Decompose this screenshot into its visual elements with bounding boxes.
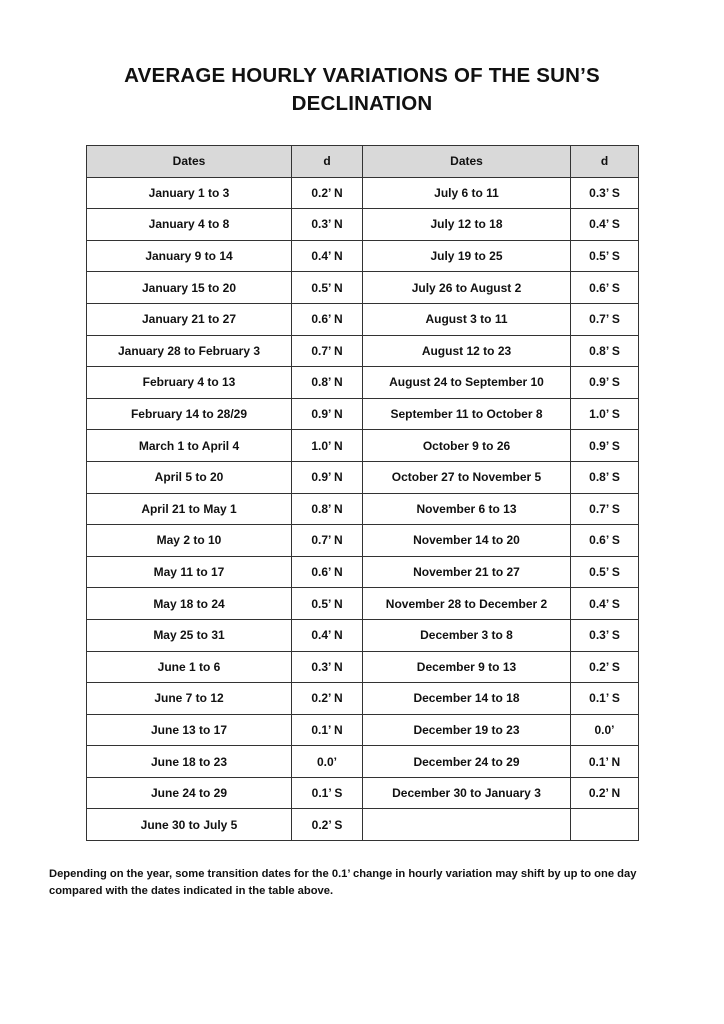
date-range-cell: February 4 to 13 <box>87 367 292 399</box>
table-row <box>87 556 639 588</box>
variation-cell: 0.1’ N <box>571 746 639 778</box>
date-range-cell: January 15 to 20 <box>87 272 292 304</box>
table-row <box>87 398 639 430</box>
variation-cell: 0.2’ N <box>292 177 363 209</box>
variation-cell: 1.0’ S <box>571 398 639 430</box>
date-range-cell: December 3 to 8 <box>363 619 571 651</box>
table-row <box>87 651 639 683</box>
date-range-cell: November 28 to December 2 <box>363 588 571 620</box>
table-row <box>87 746 639 778</box>
variation-cell: 0.3’ S <box>571 619 639 651</box>
date-range-cell: November 14 to 20 <box>363 525 571 557</box>
date-range-cell: June 1 to 6 <box>87 651 292 683</box>
table-row <box>87 588 639 620</box>
variation-cell: 0.4’ N <box>292 619 363 651</box>
date-range-cell: June 7 to 12 <box>87 683 292 715</box>
date-range-cell <box>363 809 571 841</box>
date-range-cell: May 25 to 31 <box>87 619 292 651</box>
table-row <box>87 714 639 746</box>
variation-cell: 0.6’ N <box>292 556 363 588</box>
date-range-cell: December 9 to 13 <box>363 651 571 683</box>
date-range-cell: January 28 to February 3 <box>87 335 292 367</box>
footnote: Depending on the year, some transition dates for the 0.1’ change in hourly variation may shift by up to one day compared with the dates indicated in the table above. <box>49 868 637 897</box>
date-range-cell: January 9 to 14 <box>87 240 292 272</box>
header-d-2: d <box>571 146 639 178</box>
variation-cell: 0.2’ N <box>571 777 639 809</box>
date-range-cell: May 2 to 10 <box>87 525 292 557</box>
table-row <box>87 303 639 335</box>
date-range-cell: August 3 to 11 <box>363 303 571 335</box>
date-range-cell: July 26 to August 2 <box>363 272 571 304</box>
date-range-cell: April 21 to May 1 <box>87 493 292 525</box>
date-range-cell: March 1 to April 4 <box>87 430 292 462</box>
date-range-cell: May 18 to 24 <box>87 588 292 620</box>
variation-cell: 0.6’ S <box>571 525 639 557</box>
variation-cell: 1.0’ N <box>292 430 363 462</box>
variation-cell: 0.8’ S <box>571 335 639 367</box>
date-range-cell: August 12 to 23 <box>363 335 571 367</box>
date-range-cell: November 6 to 13 <box>363 493 571 525</box>
date-range-cell: December 24 to 29 <box>363 746 571 778</box>
variation-cell: 0.5’ N <box>292 588 363 620</box>
date-range-cell: July 6 to 11 <box>363 177 571 209</box>
date-range-cell: December 30 to January 3 <box>363 777 571 809</box>
variation-cell: 0.5’ N <box>292 272 363 304</box>
date-range-cell: December 14 to 18 <box>363 683 571 715</box>
date-range-cell: October 27 to November 5 <box>363 461 571 493</box>
variation-cell: 0.9’ S <box>571 430 639 462</box>
variation-cell: 0.1’ S <box>571 683 639 715</box>
date-range-cell: December 19 to 23 <box>363 714 571 746</box>
table-row <box>87 272 639 304</box>
header-dates-2: Dates <box>363 146 571 178</box>
table-row <box>87 209 639 241</box>
variation-cell <box>571 809 639 841</box>
variation-cell: 0.8’ N <box>292 493 363 525</box>
variation-cell: 0.8’ S <box>571 461 639 493</box>
table-body <box>87 177 639 840</box>
variation-cell: 0.8’ N <box>292 367 363 399</box>
variation-cell: 0.2’ N <box>292 683 363 715</box>
date-range-cell: June 18 to 23 <box>87 746 292 778</box>
variation-cell: 0.2’ S <box>571 651 639 683</box>
variation-cell: 0.5’ S <box>571 556 639 588</box>
date-range-cell: June 24 to 29 <box>87 777 292 809</box>
date-range-cell: November 21 to 27 <box>363 556 571 588</box>
variation-cell: 0.4’ S <box>571 209 639 241</box>
date-range-cell: January 1 to 3 <box>87 177 292 209</box>
variation-cell: 0.5’ S <box>571 240 639 272</box>
variation-cell: 0.7’ N <box>292 525 363 557</box>
variation-cell: 0.0’ <box>571 714 639 746</box>
title-line-1: AVERAGE HOURLY VARIATIONS OF THE SUN’S <box>124 64 600 87</box>
table-row <box>87 683 639 715</box>
page-title <box>0 62 724 118</box>
variation-cell: 0.0’ <box>292 746 363 778</box>
date-range-cell: July 12 to 18 <box>363 209 571 241</box>
date-range-cell: September 11 to October 8 <box>363 398 571 430</box>
variation-cell: 0.9’ S <box>571 367 639 399</box>
header-d-1: d <box>292 146 363 178</box>
variation-cell: 0.1’ N <box>292 714 363 746</box>
variation-cell: 0.2’ S <box>292 809 363 841</box>
date-range-cell: August 24 to September 10 <box>363 367 571 399</box>
variation-cell: 0.7’ S <box>571 303 639 335</box>
table-row <box>87 525 639 557</box>
variation-cell: 0.7’ N <box>292 335 363 367</box>
variation-cell: 0.3’ S <box>571 177 639 209</box>
table-row <box>87 493 639 525</box>
header-dates-1: Dates <box>87 146 292 178</box>
variation-cell: 0.6’ S <box>571 272 639 304</box>
date-range-cell: June 30 to July 5 <box>87 809 292 841</box>
variation-cell: 0.3’ N <box>292 209 363 241</box>
variation-cell: 0.9’ N <box>292 461 363 493</box>
declination-table <box>86 145 639 841</box>
table-header-row <box>87 146 639 178</box>
date-range-cell: January 4 to 8 <box>87 209 292 241</box>
table-row <box>87 430 639 462</box>
table-row <box>87 619 639 651</box>
variation-cell: 0.4’ N <box>292 240 363 272</box>
table-row <box>87 240 639 272</box>
variation-cell: 0.6’ N <box>292 303 363 335</box>
title-line-2: DECLINATION <box>291 92 433 115</box>
date-range-cell: April 5 to 20 <box>87 461 292 493</box>
table-row <box>87 777 639 809</box>
date-range-cell: October 9 to 26 <box>363 430 571 462</box>
date-range-cell: May 11 to 17 <box>87 556 292 588</box>
table-row <box>87 367 639 399</box>
date-range-cell: February 14 to 28/29 <box>87 398 292 430</box>
table-row <box>87 809 639 841</box>
variation-cell: 0.1’ S <box>292 777 363 809</box>
date-range-cell: June 13 to 17 <box>87 714 292 746</box>
variation-cell: 0.4’ S <box>571 588 639 620</box>
table-row <box>87 177 639 209</box>
variation-cell: 0.9’ N <box>292 398 363 430</box>
date-range-cell: January 21 to 27 <box>87 303 292 335</box>
variation-cell: 0.7’ S <box>571 493 639 525</box>
date-range-cell: July 19 to 25 <box>363 240 571 272</box>
table-row <box>87 461 639 493</box>
table-row <box>87 335 639 367</box>
variation-cell: 0.3’ N <box>292 651 363 683</box>
